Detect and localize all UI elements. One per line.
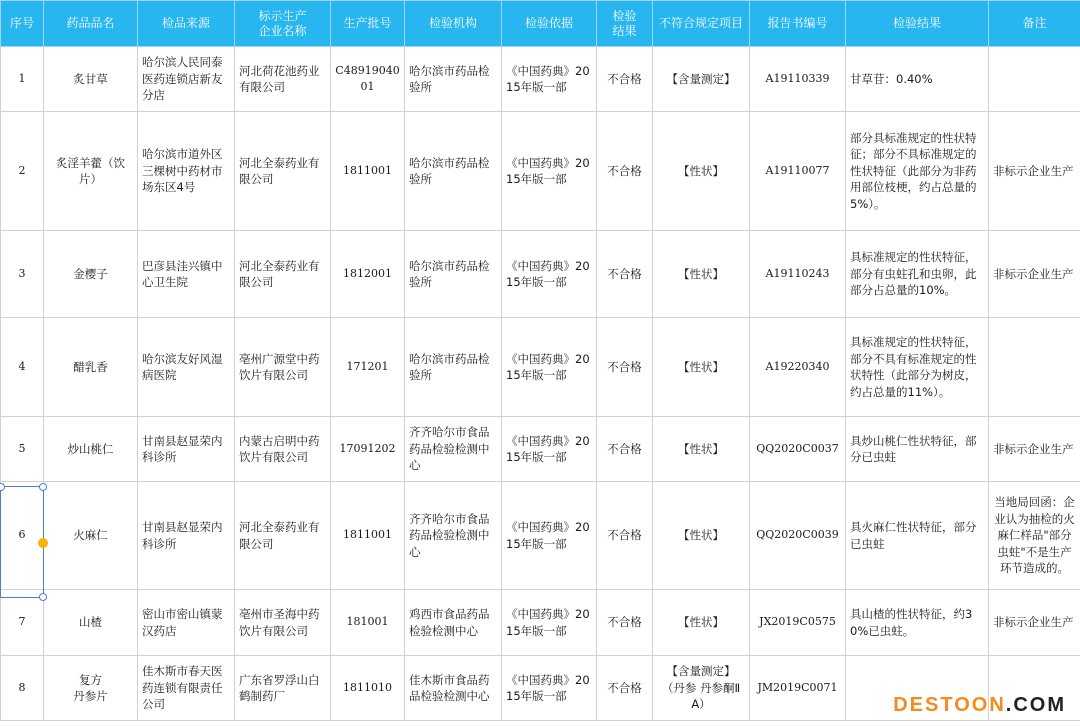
report-number-cell[interactable]: QQ2020C0037 bbox=[750, 417, 846, 482]
result-cell[interactable]: 不合格 bbox=[597, 47, 653, 112]
table-row bbox=[1, 231, 1080, 318]
row-number-cell[interactable]: 8 bbox=[1, 656, 44, 721]
table-row bbox=[1, 590, 1080, 656]
sample-source-cell[interactable]: 佳木斯市春天医药连锁有限责任公司 bbox=[138, 656, 235, 721]
result-cell[interactable]: 不合格 bbox=[597, 656, 653, 721]
result-cell[interactable]: 不合格 bbox=[597, 231, 653, 318]
header-cell[interactable]: 检品来源 bbox=[138, 1, 235, 47]
table-row bbox=[1, 417, 1080, 482]
batch-number-cell[interactable]: 1811001 bbox=[331, 112, 405, 231]
header-cell[interactable]: 标示生产 企业名称 bbox=[235, 1, 331, 47]
inspection-basis-cell[interactable]: 《中国药典》2015年版一部 bbox=[502, 590, 597, 656]
result-cell[interactable]: 不合格 bbox=[597, 417, 653, 482]
batch-number-cell[interactable]: 171201 bbox=[331, 318, 405, 417]
manufacturer-cell[interactable]: 广东省罗浮山白鹤制药厂 bbox=[235, 656, 331, 721]
row-number-cell[interactable]: 3 bbox=[1, 231, 44, 318]
watermark-text: DESTOON bbox=[893, 694, 1006, 716]
remark-cell[interactable] bbox=[989, 318, 1080, 417]
sample-source-cell[interactable]: 哈尔滨市道外区三棵树中药材市场东区4号 bbox=[138, 112, 235, 231]
manufacturer-cell[interactable]: 河北荷花池药业有限公司 bbox=[235, 47, 331, 112]
header-cell[interactable]: 检验机构 bbox=[405, 1, 502, 47]
result-cell[interactable]: 不合格 bbox=[597, 482, 653, 590]
inspection-agency-cell[interactable]: 鸡西市食品药品检验检测中心 bbox=[405, 590, 502, 656]
header-row bbox=[1, 1, 1080, 47]
report-number-cell[interactable]: JX2019C0575 bbox=[750, 590, 846, 656]
report-number-cell[interactable]: A19220340 bbox=[750, 318, 846, 417]
nonconforming-item-cell[interactable]: 【性状】 bbox=[653, 231, 750, 318]
header-cell[interactable]: 报告书编号 bbox=[750, 1, 846, 47]
inspection-agency-cell[interactable]: 哈尔滨市药品检验所 bbox=[405, 231, 502, 318]
result-cell[interactable]: 不合格 bbox=[597, 318, 653, 417]
watermark-domain: .COM bbox=[1005, 694, 1066, 716]
manufacturer-cell[interactable]: 河北全泰药业有限公司 bbox=[235, 112, 331, 231]
inspection-agency-cell[interactable]: 齐齐哈尔市食品药品检验检测中心 bbox=[405, 482, 502, 590]
manufacturer-cell[interactable]: 河北全泰药业有限公司 bbox=[235, 482, 331, 590]
remark-cell[interactable] bbox=[989, 47, 1080, 112]
inspection-basis-cell[interactable]: 《中国药典》2015年版一部 bbox=[502, 417, 597, 482]
remark-cell[interactable]: 非标示企业生产 bbox=[989, 112, 1080, 231]
inspection-basis-cell[interactable]: 《中国药典》2015年版一部 bbox=[502, 112, 597, 231]
nonconforming-item-cell[interactable]: 【性状】 bbox=[653, 590, 750, 656]
result-cell[interactable]: 不合格 bbox=[597, 112, 653, 231]
row-number-cell[interactable]: 4 bbox=[1, 318, 44, 417]
inspection-agency-cell[interactable]: 佳木斯市食品药品检验检测中心 bbox=[405, 656, 502, 721]
drug-name-cell[interactable]: 复方 丹参片 bbox=[44, 656, 138, 721]
nonconforming-item-cell[interactable]: 【性状】 bbox=[653, 318, 750, 417]
inspection-agency-cell[interactable]: 哈尔滨市药品检验所 bbox=[405, 318, 502, 417]
sample-source-cell[interactable]: 密山市密山镇蒙汉药店 bbox=[138, 590, 235, 656]
table-row bbox=[1, 482, 1080, 590]
report-number-cell[interactable]: A19110339 bbox=[750, 47, 846, 112]
inspection-agency-cell[interactable]: 哈尔滨市药品检验所 bbox=[405, 112, 502, 231]
inspection-basis-cell[interactable]: 《中国药典》2015年版一部 bbox=[502, 318, 597, 417]
drug-name-cell[interactable]: 炙淫羊藿（饮片） bbox=[44, 112, 138, 231]
result-detail-cell[interactable]: 具标准规定的性状特征，部分不具有标准规定的性状特性（此部分为树皮，约占总量的11%）。 bbox=[846, 318, 989, 417]
drug-name-cell[interactable]: 山楂 bbox=[44, 590, 138, 656]
row-number-cell[interactable]: 7 bbox=[1, 590, 44, 656]
header-cell[interactable]: 不符合规定项目 bbox=[653, 1, 750, 47]
batch-number-cell[interactable]: 1811001 bbox=[331, 482, 405, 590]
report-number-cell[interactable]: A19110077 bbox=[750, 112, 846, 231]
drug-name-cell[interactable]: 炒山桃仁 bbox=[44, 417, 138, 482]
inspection-basis-cell[interactable]: 《中国药典》2015年版一部 bbox=[502, 656, 597, 721]
drug-name-cell[interactable]: 炙甘草 bbox=[44, 47, 138, 112]
result-detail-cell[interactable]: 甘草苷：0.40% bbox=[846, 47, 989, 112]
remark-cell[interactable]: 当地局回函：企业认为抽检的火麻仁样品"部分虫蛀"不是生产环节造成的。 bbox=[989, 482, 1080, 590]
nonconforming-item-cell[interactable]: 【性状】 bbox=[653, 112, 750, 231]
batch-number-cell[interactable]: C4891904001 bbox=[331, 47, 405, 112]
header-cell[interactable]: 检验结果 bbox=[846, 1, 989, 47]
manufacturer-cell[interactable]: 河北全泰药业有限公司 bbox=[235, 231, 331, 318]
header-cell[interactable]: 检验 结果 bbox=[597, 1, 653, 47]
header-cell[interactable]: 序号 bbox=[1, 1, 44, 47]
result-cell[interactable]: 不合格 bbox=[597, 590, 653, 656]
sample-source-cell[interactable]: 巴彦县洼兴镇中心卫生院 bbox=[138, 231, 235, 318]
result-detail-cell[interactable]: 具火麻仁性状特征，部分已虫蛀 bbox=[846, 482, 989, 590]
nonconforming-item-cell[interactable]: 【性状】 bbox=[653, 417, 750, 482]
manufacturer-cell[interactable]: 亳州市圣海中药饮片有限公司 bbox=[235, 590, 331, 656]
drug-name-cell[interactable]: 醋乳香 bbox=[44, 318, 138, 417]
result-detail-cell[interactable]: 部分具标准规定的性状特征；部分不具标准规定的性状特征（此部分为非药用部位枝梗，约占总量的5%）。 bbox=[846, 112, 989, 231]
manufacturer-cell[interactable]: 亳州广源堂中药饮片有限公司 bbox=[235, 318, 331, 417]
header-cell[interactable]: 生产批号 bbox=[331, 1, 405, 47]
inspection-agency-cell[interactable]: 哈尔滨市药品检验所 bbox=[405, 47, 502, 112]
table-row bbox=[1, 47, 1080, 112]
manufacturer-cell[interactable]: 内蒙古启明中药饮片有限公司 bbox=[235, 417, 331, 482]
table-row bbox=[1, 318, 1080, 417]
result-detail-cell[interactable]: 具炒山桃仁性状特征，部分已虫蛀 bbox=[846, 417, 989, 482]
remark-cell[interactable]: 非标示企业生产 bbox=[989, 417, 1080, 482]
sample-source-cell[interactable]: 哈尔滨友好风湿病医院 bbox=[138, 318, 235, 417]
drug-name-cell[interactable]: 火麻仁 bbox=[44, 482, 138, 590]
row-number-cell[interactable]: 2 bbox=[1, 112, 44, 231]
sample-source-cell[interactable]: 哈尔滨人民同泰医药连锁店新友分店 bbox=[138, 47, 235, 112]
header-cell[interactable]: 备注 bbox=[989, 1, 1080, 47]
drug-name-cell[interactable]: 金樱子 bbox=[44, 231, 138, 318]
report-number-cell[interactable]: A19110243 bbox=[750, 231, 846, 318]
inspection-agency-cell[interactable]: 齐齐哈尔市食品药品检验检测中心 bbox=[405, 417, 502, 482]
nonconforming-item-cell[interactable]: 【性状】 bbox=[653, 482, 750, 590]
remark-cell[interactable]: 非标示企业生产 bbox=[989, 590, 1080, 656]
row-number-cell[interactable]: 6 bbox=[1, 482, 44, 590]
header-cell[interactable]: 药品品名 bbox=[44, 1, 138, 47]
result-detail-cell[interactable]: 具标准规定的性状特征，部分有虫蛀孔和虫卵，此部分占总量的10%。 bbox=[846, 231, 989, 318]
watermark-logo bbox=[893, 694, 1066, 717]
report-number-cell[interactable]: JM2019C0071 bbox=[750, 656, 846, 721]
batch-number-cell[interactable]: 1811010 bbox=[331, 656, 405, 721]
header-cell[interactable]: 检验依据 bbox=[502, 1, 597, 47]
row-number-cell[interactable]: 1 bbox=[1, 47, 44, 112]
nonconforming-item-cell[interactable]: 【含量测定】 bbox=[653, 47, 750, 112]
row-number-cell[interactable]: 5 bbox=[1, 417, 44, 482]
batch-number-cell[interactable]: 181001 bbox=[331, 590, 405, 656]
inspection-basis-cell[interactable]: 《中国药典》2015年版一部 bbox=[502, 47, 597, 112]
sample-source-cell[interactable]: 甘南县赵显荣内科诊所 bbox=[138, 417, 235, 482]
batch-number-cell[interactable]: 17091202 bbox=[331, 417, 405, 482]
report-number-cell[interactable]: QQ2020C0039 bbox=[750, 482, 846, 590]
result-detail-cell[interactable]: 具山楂的性状特征，约30%已虫蛀。 bbox=[846, 590, 989, 656]
nonconforming-item-cell[interactable]: 【含量测定】 （丹参 丹参酮ⅡA） bbox=[653, 656, 750, 721]
batch-number-cell[interactable]: 1812001 bbox=[331, 231, 405, 318]
sample-source-cell[interactable]: 甘南县赵显荣内科诊所 bbox=[138, 482, 235, 590]
table-row bbox=[1, 112, 1080, 231]
remark-cell[interactable]: 非标示企业生产 bbox=[989, 231, 1080, 318]
inspection-basis-cell[interactable]: 《中国药典》2015年版一部 bbox=[502, 231, 597, 318]
inspection-basis-cell[interactable]: 《中国药典》2015年版一部 bbox=[502, 482, 597, 590]
